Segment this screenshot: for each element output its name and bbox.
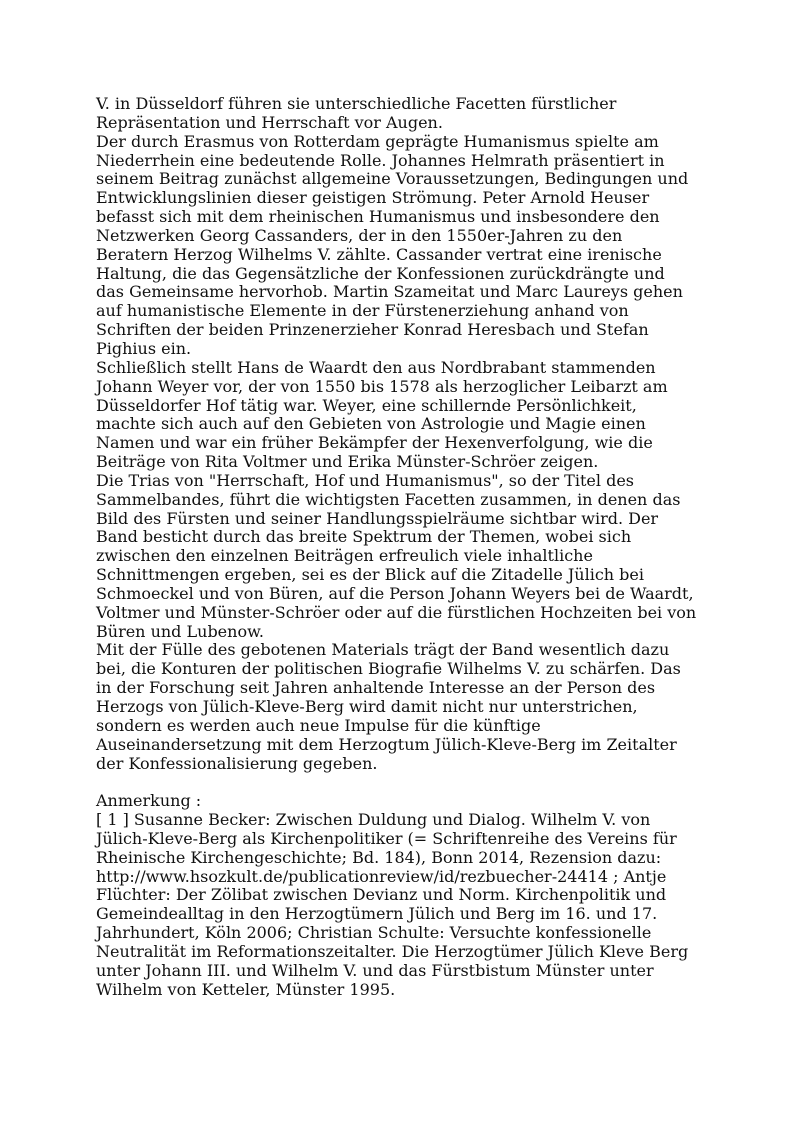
body-text-line: Band besticht durch das breite Spektrum der Themen, wobei sich <box>96 527 632 547</box>
body-text <box>96 95 716 773</box>
body-text-line: Repräsentation und Herrschaft vor Augen. <box>96 112 443 132</box>
body-text-line: Haltung, die das Gegensätzliche der Konfessionen zurückdrängte und <box>96 263 665 283</box>
footnote-line: Jahrhundert, Köln 2006; Christian Schulte: Versuchte konfessionelle <box>96 923 652 943</box>
body-text-line: Beiträge von Rita Voltmer und Erika Münster-Schröer zeigen. <box>96 452 599 472</box>
footnote-line: Wilhelm von Ketteler, Münster 1995. <box>96 979 396 999</box>
body-text-line: der Konfessionalisierung gegeben. <box>96 753 378 773</box>
note-heading: Anmerkung : <box>96 791 202 811</box>
body-text-line: Die Trias von "Herrschaft, Hof und Humanismus", so der Titel des <box>96 470 634 490</box>
body-text-line: Pighius ein. <box>96 338 192 358</box>
body-text-line: Bild des Fürsten und seiner Handlungsspielräume sichtbar wird. Der <box>96 508 659 528</box>
body-text-line: Schließlich stellt Hans de Waardt den aus Nordbrabant stammenden <box>96 357 656 377</box>
footnote-text <box>96 811 716 999</box>
body-text-line: befasst sich mit dem rheinischen Humanismus und insbesondere den <box>96 207 660 227</box>
body-text-line: zwischen den einzelnen Beiträgen erfreulich viele inhaltliche <box>96 546 593 566</box>
body-text-line: Düsseldorfer Hof tätig war. Weyer, eine schillernde Persönlichkeit, <box>96 395 637 415</box>
body-text-line: seinem Beitrag zunächst allgemeine Voraussetzungen, Bedingungen und <box>96 169 689 189</box>
body-text-line: Schnittmengen ergeben, sei es der Blick auf die Zitadelle Jülich bei <box>96 565 644 585</box>
body-text-line: Netzwerken Georg Cassanders, der in den 1550er-Jahren zu den <box>96 225 623 245</box>
footnote-line: Flüchter: Der Zölibat zwischen Devianz und Norm. Kirchenpolitik und <box>96 885 667 905</box>
body-text-line: Entwicklungslinien dieser geistigen Strömung. Peter Arnold Heuser <box>96 188 650 208</box>
body-text-line: Büren und Lubenow. <box>96 621 264 641</box>
body-text-line: Schmoeckel und von Büren, auf die Person Johann Weyers bei de Waardt, <box>96 583 694 603</box>
body-text-line: Schriften der beiden Prinzenerzieher Konrad Heresbach und Stefan <box>96 320 649 340</box>
body-text-line: sondern es werden auch neue Impulse für die künftige <box>96 715 541 735</box>
body-text-line: Der durch Erasmus von Rotterdam geprägte Humanismus spielte am <box>96 131 659 151</box>
footnote-line: unter Johann III. und Wilhelm V. und das Fürstbistum Münster unter <box>96 960 654 980</box>
body-text-line: Niederrhein eine bedeutende Rolle. Johannes Helmrath präsentiert in <box>96 150 665 170</box>
footnote-line: Rheinische Kirchengeschichte; Bd. 184), Bonn 2014, Rezension dazu: <box>96 847 662 867</box>
body-text-line: Herzogs von Jülich-Kleve-Berg wird damit nicht nur unterstrichen, <box>96 697 638 716</box>
body-text-line: V. in Düsseldorf führen sie unterschiedliche Facetten fürstlicher <box>96 94 617 113</box>
blank-line <box>96 773 716 792</box>
footnote-line: http://www.hsozkult.de/publicationreview/id/rezbuecher-24414 ; Antje <box>96 866 667 886</box>
footnote-line: Gemeindealltag in den Herzogtümern Jülich und Berg im 16. und 17. <box>96 904 658 924</box>
body-text-line: Sammelbandes, führt die wichtigsten Facetten zusammen, in denen das <box>96 489 681 509</box>
body-text-line: Johann Weyer vor, der von 1550 bis 1578 als herzoglicher Leibarzt am <box>96 376 668 396</box>
body-text-line: machte sich auch auf den Gebieten von Astrologie und Magie einen <box>96 414 646 434</box>
footnote-line: Jülich-Kleve-Berg als Kirchenpolitiker (= Schriftenreihe des Vereins für <box>96 828 677 848</box>
footnote-line: Neutralität im Reformationszeitalter. Die Herzogtümer Jülich Kleve Berg <box>96 941 689 961</box>
body-text-line: in der Forschung seit Jahren anhaltende Interesse an der Person des <box>96 678 656 698</box>
body-text-line: Beratern Herzog Wilhelms V. zählte. Cassander vertrat eine irenische <box>96 244 662 264</box>
body-text-line: bei, die Konturen der politischen Biografie Wilhelms V. zu schärfen. Das <box>96 659 681 679</box>
footnote-line: [ 1 ] Susanne Becker: Zwischen Duldung und Dialog. Wilhelm V. von <box>96 810 651 830</box>
body-text-line: Namen und war ein früher Bekämpfer der Hexenverfolgung, wie die <box>96 433 653 453</box>
body-text-line: Mit der Fülle des gebotenen Materials trägt der Band wesentlich dazu <box>96 640 670 660</box>
body-text-line: Voltmer und Münster-Schröer oder auf die fürstlichen Hochzeiten bei von <box>96 602 697 622</box>
body-text-line: auf humanistische Elemente in der Fürstenerziehung anhand von <box>96 301 629 321</box>
body-text-line: das Gemeinsame hervorhob. Martin Szameitat und Marc Laureys gehen <box>96 282 683 302</box>
document-page <box>96 95 716 1000</box>
body-text-line: Auseinandersetzung mit dem Herzogtum Jülich-Kleve-Berg im Zeitalter <box>96 734 677 754</box>
